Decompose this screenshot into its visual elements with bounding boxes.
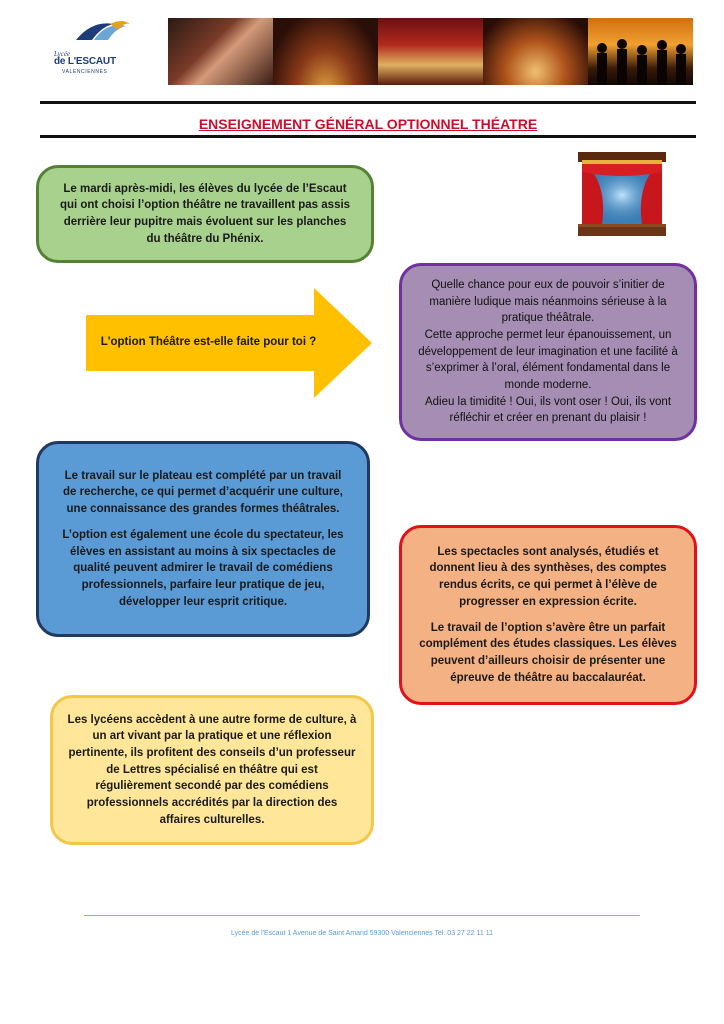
analysis-paragraph-2: Le travail de l’option s’avère être un parfait complément des études classiques. Les élèves peuvent d’ailleurs choisir de présenter une épreuve de théâtre au baccalauréat.	[419, 621, 677, 684]
school-logo	[48, 18, 138, 75]
analysis-paragraph-1: Les spectacles sont analysés, étudiés et donnent lieu à des synthèses, des comptes rendus écrits, ce qui permet à l’élève de progresser en expression écrite.	[429, 545, 667, 608]
intro-text: Le mardi après-midi, les élèves du lycée de l’Escaut qui ont choisi l’option théâtre ne travaillent pas assis derrière leur pupitre mais évoluent sur les planches du théâtre du Phénix.	[59, 182, 351, 245]
logo-line-2: de L'ESCAUT	[54, 56, 116, 67]
page-title: ENSEIGNEMENT GÉNÉRAL OPTIONNEL THÉATRE	[198, 116, 538, 132]
title-rule	[40, 135, 696, 138]
top-rule	[40, 101, 696, 104]
benefits-purple-box	[399, 263, 697, 441]
intro-green-box	[36, 165, 374, 263]
theatre-stage-photo	[378, 18, 483, 85]
header-banner	[168, 18, 693, 85]
footer-address: Lycée de l'Escaut 1 Avenue de Saint Amand 59300 Valenciennes Tel. 03 27 22 11 11	[231, 930, 493, 937]
benefits-paragraph-3: Adieu la timidité ! Oui, ils vont oser ! Oui, ils vont réfléchir et créer en prenant du plaisir !	[424, 395, 672, 425]
theatre-seats-photo	[168, 18, 273, 85]
actors-silhouettes-photo	[588, 18, 693, 85]
stage-curtain-icon	[578, 152, 666, 236]
logo-swoosh-icon	[74, 18, 132, 44]
logo-line-3: VALENCIENNES	[62, 69, 108, 75]
logo-line-1: Lycée	[54, 50, 71, 58]
footer-rule	[84, 915, 640, 916]
culture-text: Les lycéens accèdent à une autre forme de culture, à un art vivant par la pratique et une réflexion pertinente, ils profitent des conseils d’un professeur de Lettres spécialisé en théâtre qui est régulièrement secondé par des comédiens professionnels accrédités par la direction des affaires culturelles.	[67, 713, 357, 826]
research-blue-box	[36, 441, 370, 637]
theatre-auditorium-photo	[273, 18, 378, 85]
research-paragraph-2: L’option est également une école du spectateur, les élèves en assistant au moins à six spectacles de qualité peuvent admirer le travail de comédiens professionnels, parfaire leur pratique de jeu, développer leur esprit critique.	[62, 528, 344, 608]
silhouettes-icon	[588, 18, 693, 85]
culture-yellow-box	[50, 695, 374, 845]
benefits-paragraph-1: Quelle chance pour eux de pouvoir s’initier de manière ludique mais néanmoins sérieuse à la pratique théâtrale.	[429, 278, 667, 325]
benefits-paragraph-2: Cette approche permet leur épanouissement, un développement de leur imagination et une facilité à s’exprimer à l’oral, élément fondamental dans le monde moderne.	[418, 328, 678, 391]
arrow-question: L'option Théâtre est-elle faite pour toi ?	[100, 336, 317, 348]
research-paragraph-1: Le travail sur le plateau est complété par un travail de recherche, ce qui permet d’acquérir une culture, une connaissance des grandes formes théâtrales.	[63, 469, 343, 516]
analysis-orange-box	[399, 525, 697, 705]
opera-interior-photo	[483, 18, 588, 85]
